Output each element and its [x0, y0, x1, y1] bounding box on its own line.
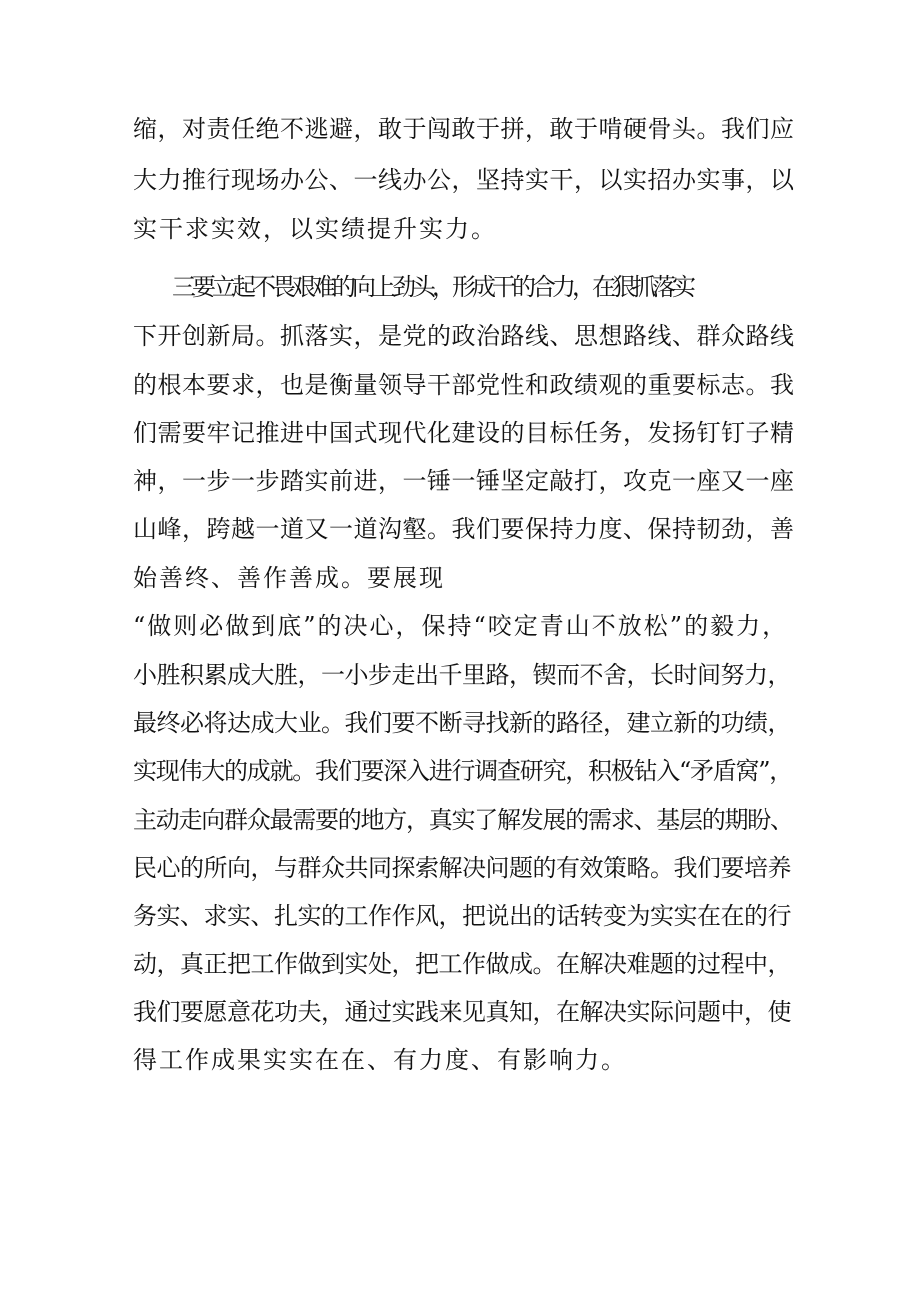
text-line: 的根本要求，也是衡量领导干部党性和政绩观的重要标志。我	[133, 371, 795, 399]
text-line: 三要立起不畏艰难的向上劲头，形成干的合力，在狠抓落实	[172, 273, 692, 301]
text-line: 我们要愿意花功夫，通过实践来见真知，在解决实际问题中，使	[133, 998, 791, 1026]
text-line: 实现伟大的成就。我们要深入进行调查研究，积极钻入“矛盾窝”，	[133, 757, 793, 785]
text-line: 们需要牢记推进中国式现代化建设的目标任务，发扬钉钉子精	[133, 419, 795, 447]
text-line: 始善终、善作善成。要展现	[133, 564, 445, 592]
text-line: 神，一步一步踏实前进，一锤一锤坚定敲打，攻克一座又一座	[133, 467, 795, 495]
text-line: 主动走向群众最需要的地方，真实了解发展的需求、基层的期盼、	[133, 806, 793, 834]
text-line: 最终必将达成大业。我们要不断寻找新的路径，建立新的功绩，	[133, 709, 791, 737]
text-line: 得工作成果实实在在、有力度、有影响力。	[133, 1046, 627, 1074]
text-line: 务实、求实、扎实的工作作风，把说出的话转变为实实在在的行	[133, 902, 791, 930]
text-line: “做则必做到底”的决心，保持“咬定青山不放松”的毅力，	[133, 612, 789, 640]
text-line: 下开创新局。抓落实，是党的政治路线、思想路线、群众路线	[133, 322, 795, 350]
text-line: 大力推行现场办公、一线办公，坚持实干，以实招办实事，以	[133, 166, 795, 194]
text-line: 实干求实效，以实绩提升实力。	[133, 215, 497, 243]
text-line: 山峰，跨越一道又一道沟壑。我们要保持力度、保持韧劲，善	[133, 515, 795, 543]
text-line: 民心的所向，与群众共同探索解决问题的有效策略。我们要培养	[133, 854, 791, 882]
text-line: 小胜积累成大胜，一小步走出千里路，锲而不舍，长时间努力，	[133, 661, 791, 689]
text-line: 动，真正把工作做到实处，把工作做成。在解决难题的过程中，	[133, 950, 791, 978]
text-line: 缩，对责任绝不逃避，敢于闯敢于拼，敢于啃硬骨头。我们应	[133, 115, 795, 143]
